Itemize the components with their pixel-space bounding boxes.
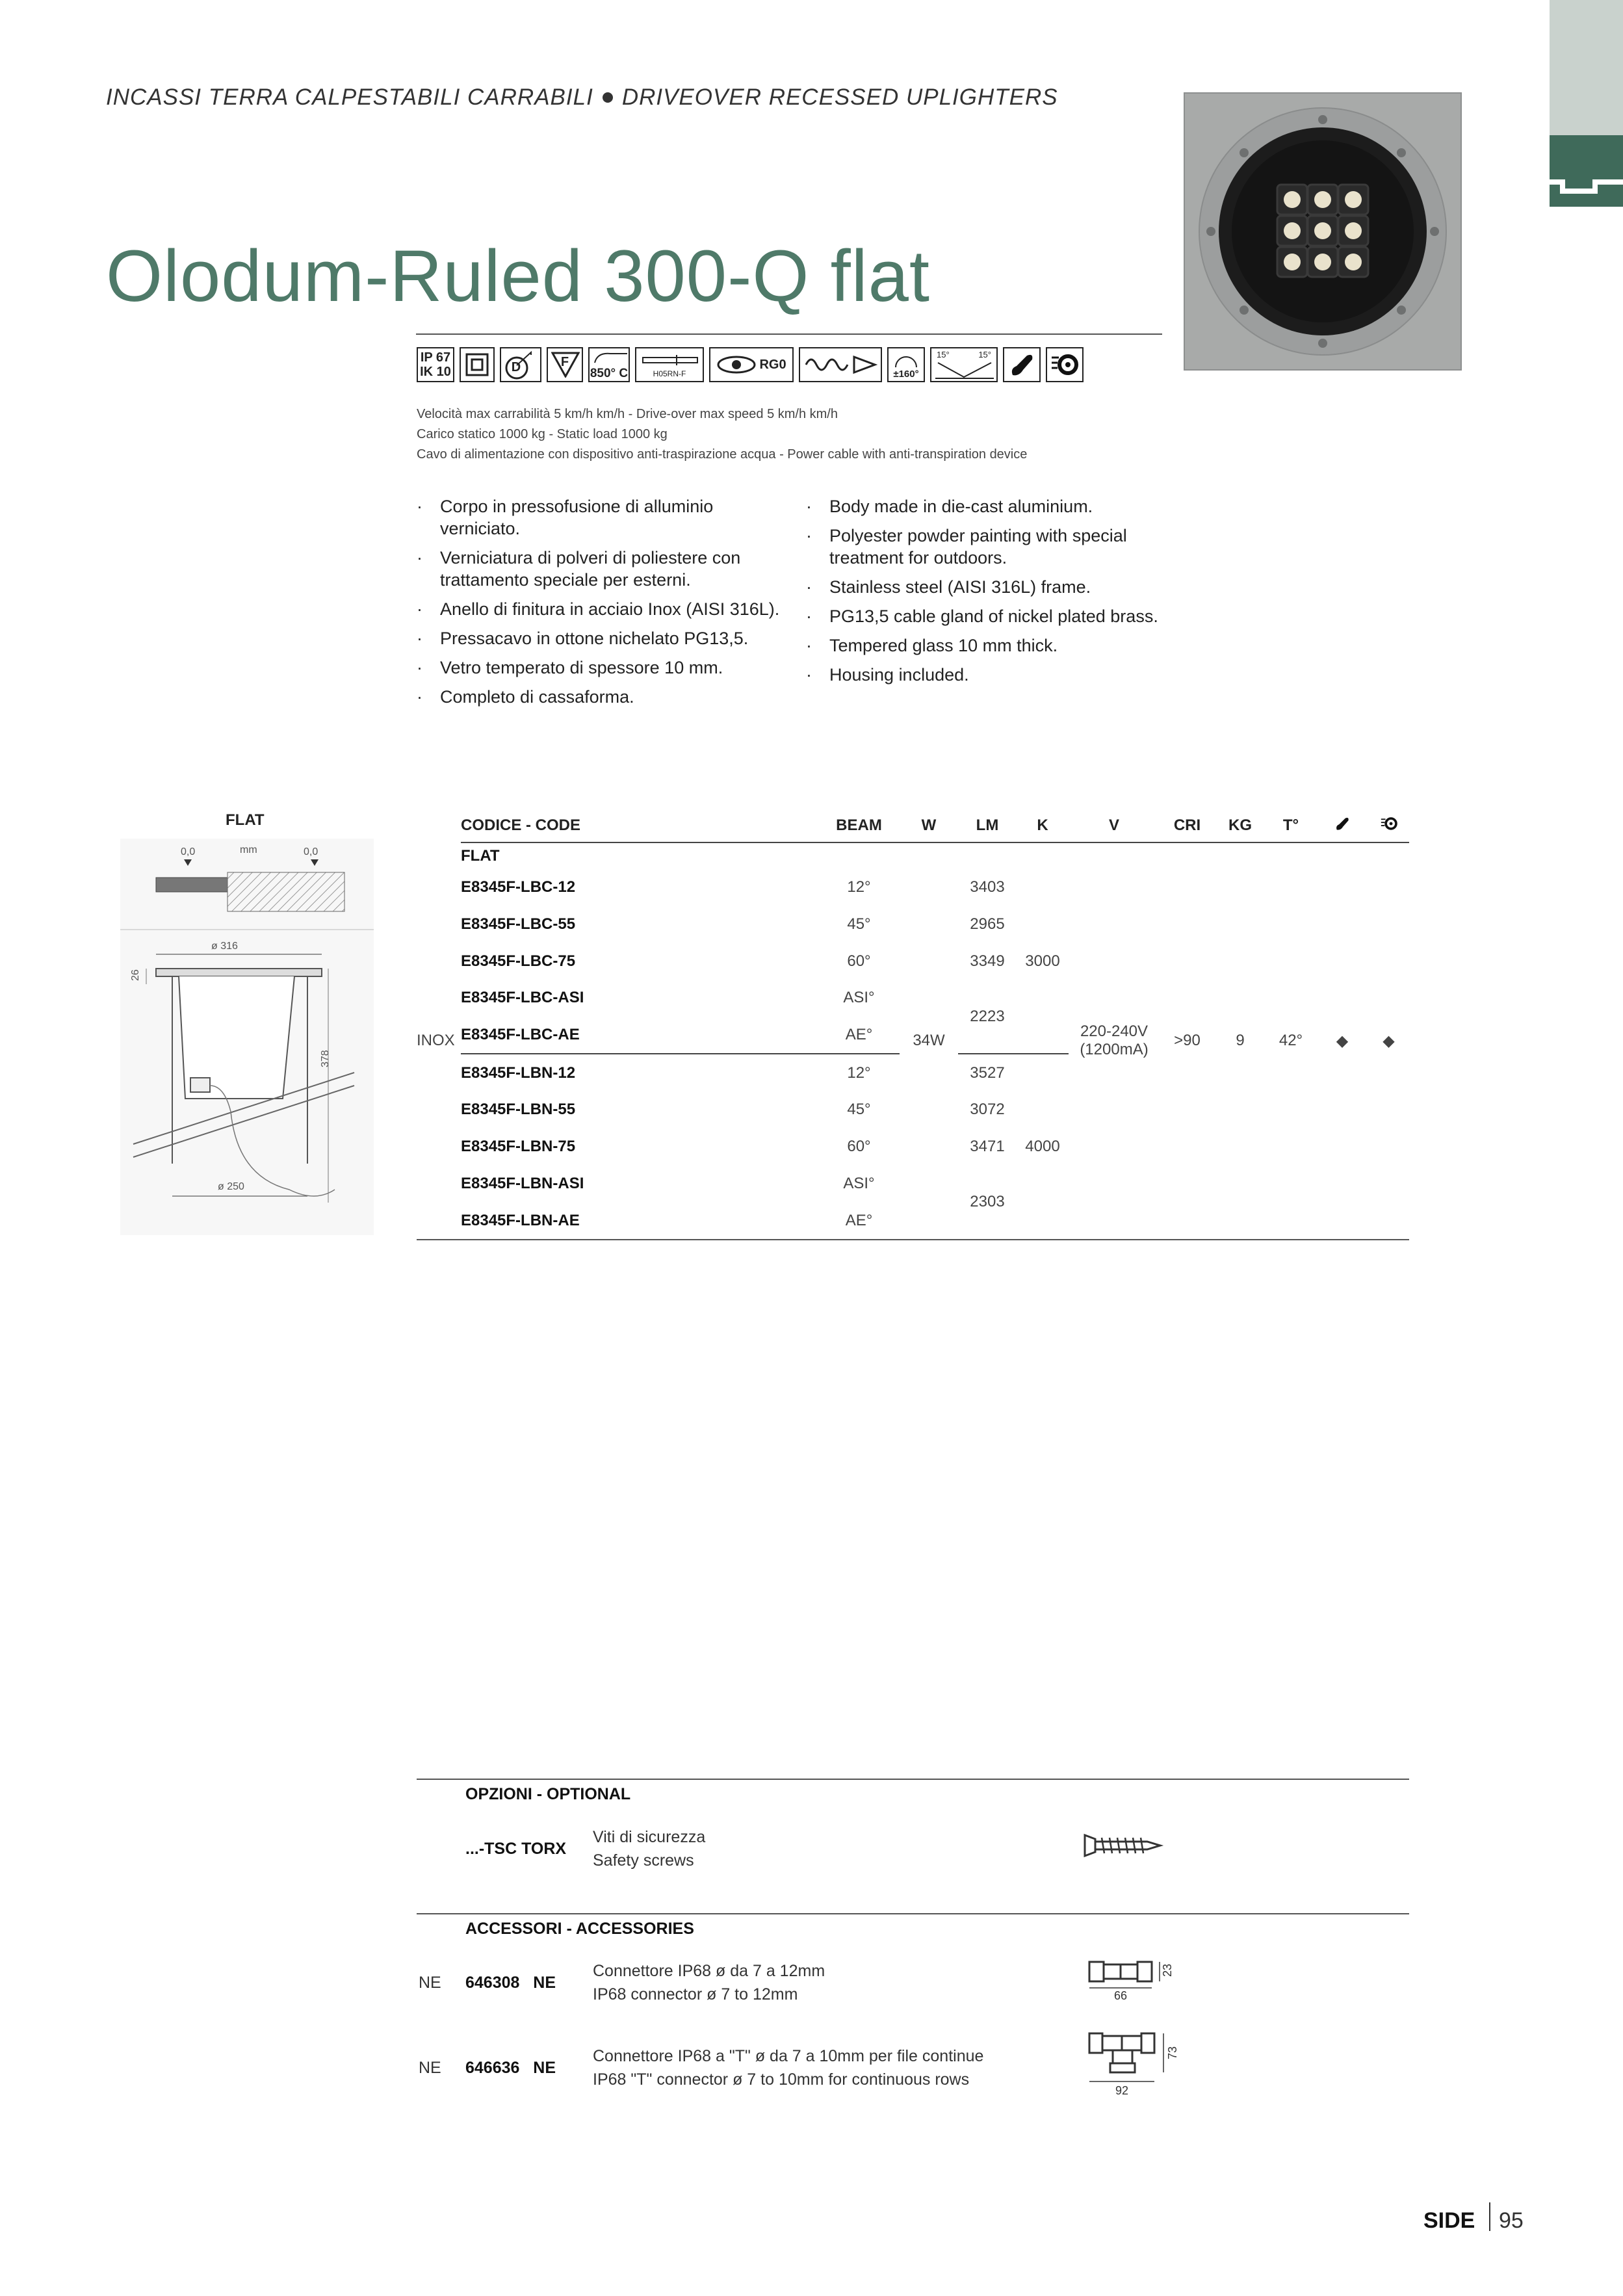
beam-tilt-left: 15° [937,350,950,359]
product-code: E8345F-LBC-AE [461,1017,818,1054]
beam-value: ASI° [843,1174,875,1192]
product-code: E8345F-LBN-AE [461,1211,580,1229]
dimming-wave-icon [799,347,882,382]
table-group-row [417,842,1409,869]
col-k: K [1017,809,1069,842]
beam-tilt-right: 15° [978,350,991,359]
col-v: V [1069,809,1160,842]
dimension-flange: 26 [130,969,141,981]
material-cell: INOX [417,1031,455,1049]
feature-item: · Vetro temperato di spessore 10 mm. [417,657,781,679]
driveover-icon [1046,347,1084,382]
note-line: Carico statico 1000 kg - Static load 1000 kg [417,427,668,441]
feature-item: · PG13,5 cable gland of nickel plated brass. [806,605,1170,627]
beam-value: AE° [818,1017,900,1054]
accessory-code [465,1974,556,1992]
lumen-value: 3527 [970,1063,1005,1082]
accessory-description [593,1959,825,2006]
optional-rule [417,1779,1409,1780]
note-line: Cavo di alimentazione con dispositivo anti-traspirazione acqua - Power cable with anti-transpiration device [417,447,1028,462]
col-t: T° [1266,809,1316,842]
luminaire-image [1185,94,1461,369]
note-line: Velocità max carrabilità 5 km/h km/h - Drive-over max speed 5 km/h km/h [417,407,838,421]
kelvin-4000: 4000 [1025,1138,1060,1156]
optional-desc-en: Safety screws [593,1851,694,1870]
group-label: FLAT [461,847,500,865]
product-code: E8345F-LBC-55 [461,915,576,933]
feature-item: · Body made in die-cast aluminium. [806,495,1170,517]
col-lm: LM [958,809,1017,842]
torx-screw-icon [1082,1830,1167,1861]
product-code: E8345F-LBC-ASI [461,989,584,1007]
product-code: E8345F-LBN-55 [461,1101,576,1119]
feature-item: · Completo di cassaforma. [417,686,781,708]
optional-code: ...-TSC TORX [465,1840,567,1858]
beam-value: 12° [847,1063,871,1082]
spec-table [417,809,1409,1239]
beam-value: 60° [847,1138,871,1156]
kg-cell: 9 [1236,1032,1245,1050]
recessed-light-icon [1550,135,1623,207]
cable-type-icon [635,347,704,382]
col-cri: CRI [1160,809,1215,842]
side-tab-section-icon [1550,135,1623,207]
beam-tilt-icon [930,347,998,382]
feature-item: · Anello di finitura in acciaio Inox (AISI 316L). [417,598,781,620]
glow-wire-icon [588,347,630,382]
product-code: E8345F-LBN-75 [461,1138,576,1156]
accessory-desc-en: IP68 "T" connector ø 7 to 10mm for continuous rows [593,2070,970,2089]
t-connector-width: 92 [1115,2084,1129,2097]
d-mark-icon [500,347,541,382]
t-connector-height: 73 [1166,2046,1179,2059]
title-divider [416,333,1162,335]
accessory-desc-it: Connettore IP68 ø da 7 a 12mm [593,1962,825,1980]
kelvin-3000: 3000 [1017,869,1069,1054]
lumen-value: 2965 [970,915,1005,933]
beam-value: ASI° [843,989,875,1007]
col-code: CODICE - CODE [461,809,818,842]
dimension-top-diameter: ø 316 [211,941,238,952]
product-photo [1184,92,1462,371]
table-bottom-rule [417,1239,1409,1240]
optional-description [593,1825,705,1872]
col-beam: BEAM [818,809,900,842]
feature-item: · Stainless steel (AISI 316L) frame. [806,576,1170,598]
accessory-desc-en: IP68 connector ø 7 to 12mm [593,1985,798,2003]
accessory-suffix: NE [533,2059,556,2077]
connector-width: 66 [1114,1989,1128,2002]
brand-name: SIDE [1423,2208,1475,2233]
voltage-value: 220-240V [1080,1023,1149,1041]
beam-value: 45° [847,1101,871,1119]
accessory-description [593,2044,983,2091]
connector-icon [1087,1955,1184,2002]
walkover-icon [1003,347,1041,382]
drawing-label: FLAT [226,811,265,829]
lumen-value: 3349 [970,952,1005,970]
category-en: DRIVEOVER RECESSED UPLIGHTERS [621,85,1058,110]
lumen-value: 3403 [970,878,1005,896]
risk-group-label: RG0 [759,357,786,372]
ip-rating: IP 67 [420,350,451,365]
class-ii-icon [460,347,495,382]
accessory-number: 646636 [465,2059,520,2077]
beam-value: AE° [845,1211,873,1229]
dimension-height: 378 [320,1050,331,1067]
accessories-rule [417,1913,1409,1914]
cri-cell: >90 [1174,1032,1201,1050]
product-code: E8345F-LBN-ASI [461,1174,584,1192]
lumen-value: 2303 [970,1193,1005,1211]
table-header-row [417,809,1409,842]
product-code: E8345F-LBC-12 [461,878,576,896]
glow-wire-temp: 850° C [590,367,629,380]
technical-drawing [120,839,374,1235]
photobiological-risk-icon [709,347,794,382]
technical-notes [417,404,1027,465]
walkover-mark: ◆ [1336,1032,1349,1050]
dimension-bottom-diameter: ø 250 [218,1181,244,1192]
category-heading [106,85,1058,111]
feature-item: · Corpo in pressofusione di alluminio verniciato. [417,495,781,540]
category-it: INCASSI TERRA CALPESTABILI CARRABILI [106,85,593,110]
t-connector-icon [1087,2027,1191,2105]
col-driveover-icon [1368,809,1409,842]
lumen-value: 3072 [970,1101,1005,1119]
features-english [806,495,1170,693]
accessory-desc-it: Connettore IP68 a "T" ø da 7 a 10mm per file continue [593,2047,984,2065]
accessory-number: 646308 [465,1974,520,1992]
certification-icons [417,346,1084,384]
bullet-dot-icon [603,92,613,103]
f-mark-label: F [560,354,569,369]
side-tab-light [1550,0,1623,135]
col-w: W [900,809,958,842]
watt-cell: 34W [913,1032,945,1050]
features-italian [417,495,781,715]
product-code: E8345F-LBN-12 [461,1063,576,1082]
feature-item: · Housing included. [806,664,1170,686]
feature-item: · Tempered glass 10 mm thick. [806,634,1170,657]
accessory-code [465,2059,556,2078]
feature-item: · Pressacavo in ottone nichelato PG13,5. [417,627,781,649]
connector-height: 23 [1161,1963,1174,1977]
beam-value: 60° [847,952,871,970]
tilt-angle-icon [887,347,925,382]
beam-value: 12° [847,878,871,896]
page-number: 95 [1499,2208,1524,2233]
lumen-value: 2223 [958,980,1017,1054]
ip-ik-rating-icon [417,347,454,382]
tilt-angle-label: ±160° [893,369,919,380]
product-code: E8345F-LBC-75 [461,952,576,970]
col-kg: KG [1215,809,1266,842]
voltage-cell [1069,842,1160,1239]
accessory-suffix: NE [533,1974,556,1992]
ik-rating: IK 10 [420,365,451,379]
product-title: Olodum-Ruled 300-Q flat [106,235,931,317]
accessory-prefix: NE [419,2059,441,2077]
beam-value: 45° [847,915,871,933]
accessory-prefix: NE [419,1974,441,1992]
level-right: 0,0 [304,846,318,857]
feature-item: · Polyester powder painting with special treatment for outdoors. [806,525,1170,569]
f-mark-icon [547,347,583,382]
optional-desc-it: Viti di sicurezza [593,1828,706,1846]
driveover-mark: ◆ [1383,1032,1395,1050]
cable-type-label: H05RN-F [653,369,686,378]
col-walkover-icon [1316,809,1368,842]
footer-separator [1489,2202,1490,2231]
lumen-value: 3471 [970,1138,1005,1156]
unit-label: mm [240,844,257,855]
accessories-title: ACCESSORI - ACCESSORIES [465,1920,694,1938]
temp-cell: 42° [1279,1032,1303,1050]
current-value: (1200mA) [1080,1041,1149,1059]
optional-title: OPZIONI - OPTIONAL [465,1785,631,1803]
level-left: 0,0 [181,846,196,857]
d-mark-label: D [511,359,521,374]
feature-item: · Verniciatura di polveri di poliestere con trattamento speciale per esterni. [417,547,781,591]
